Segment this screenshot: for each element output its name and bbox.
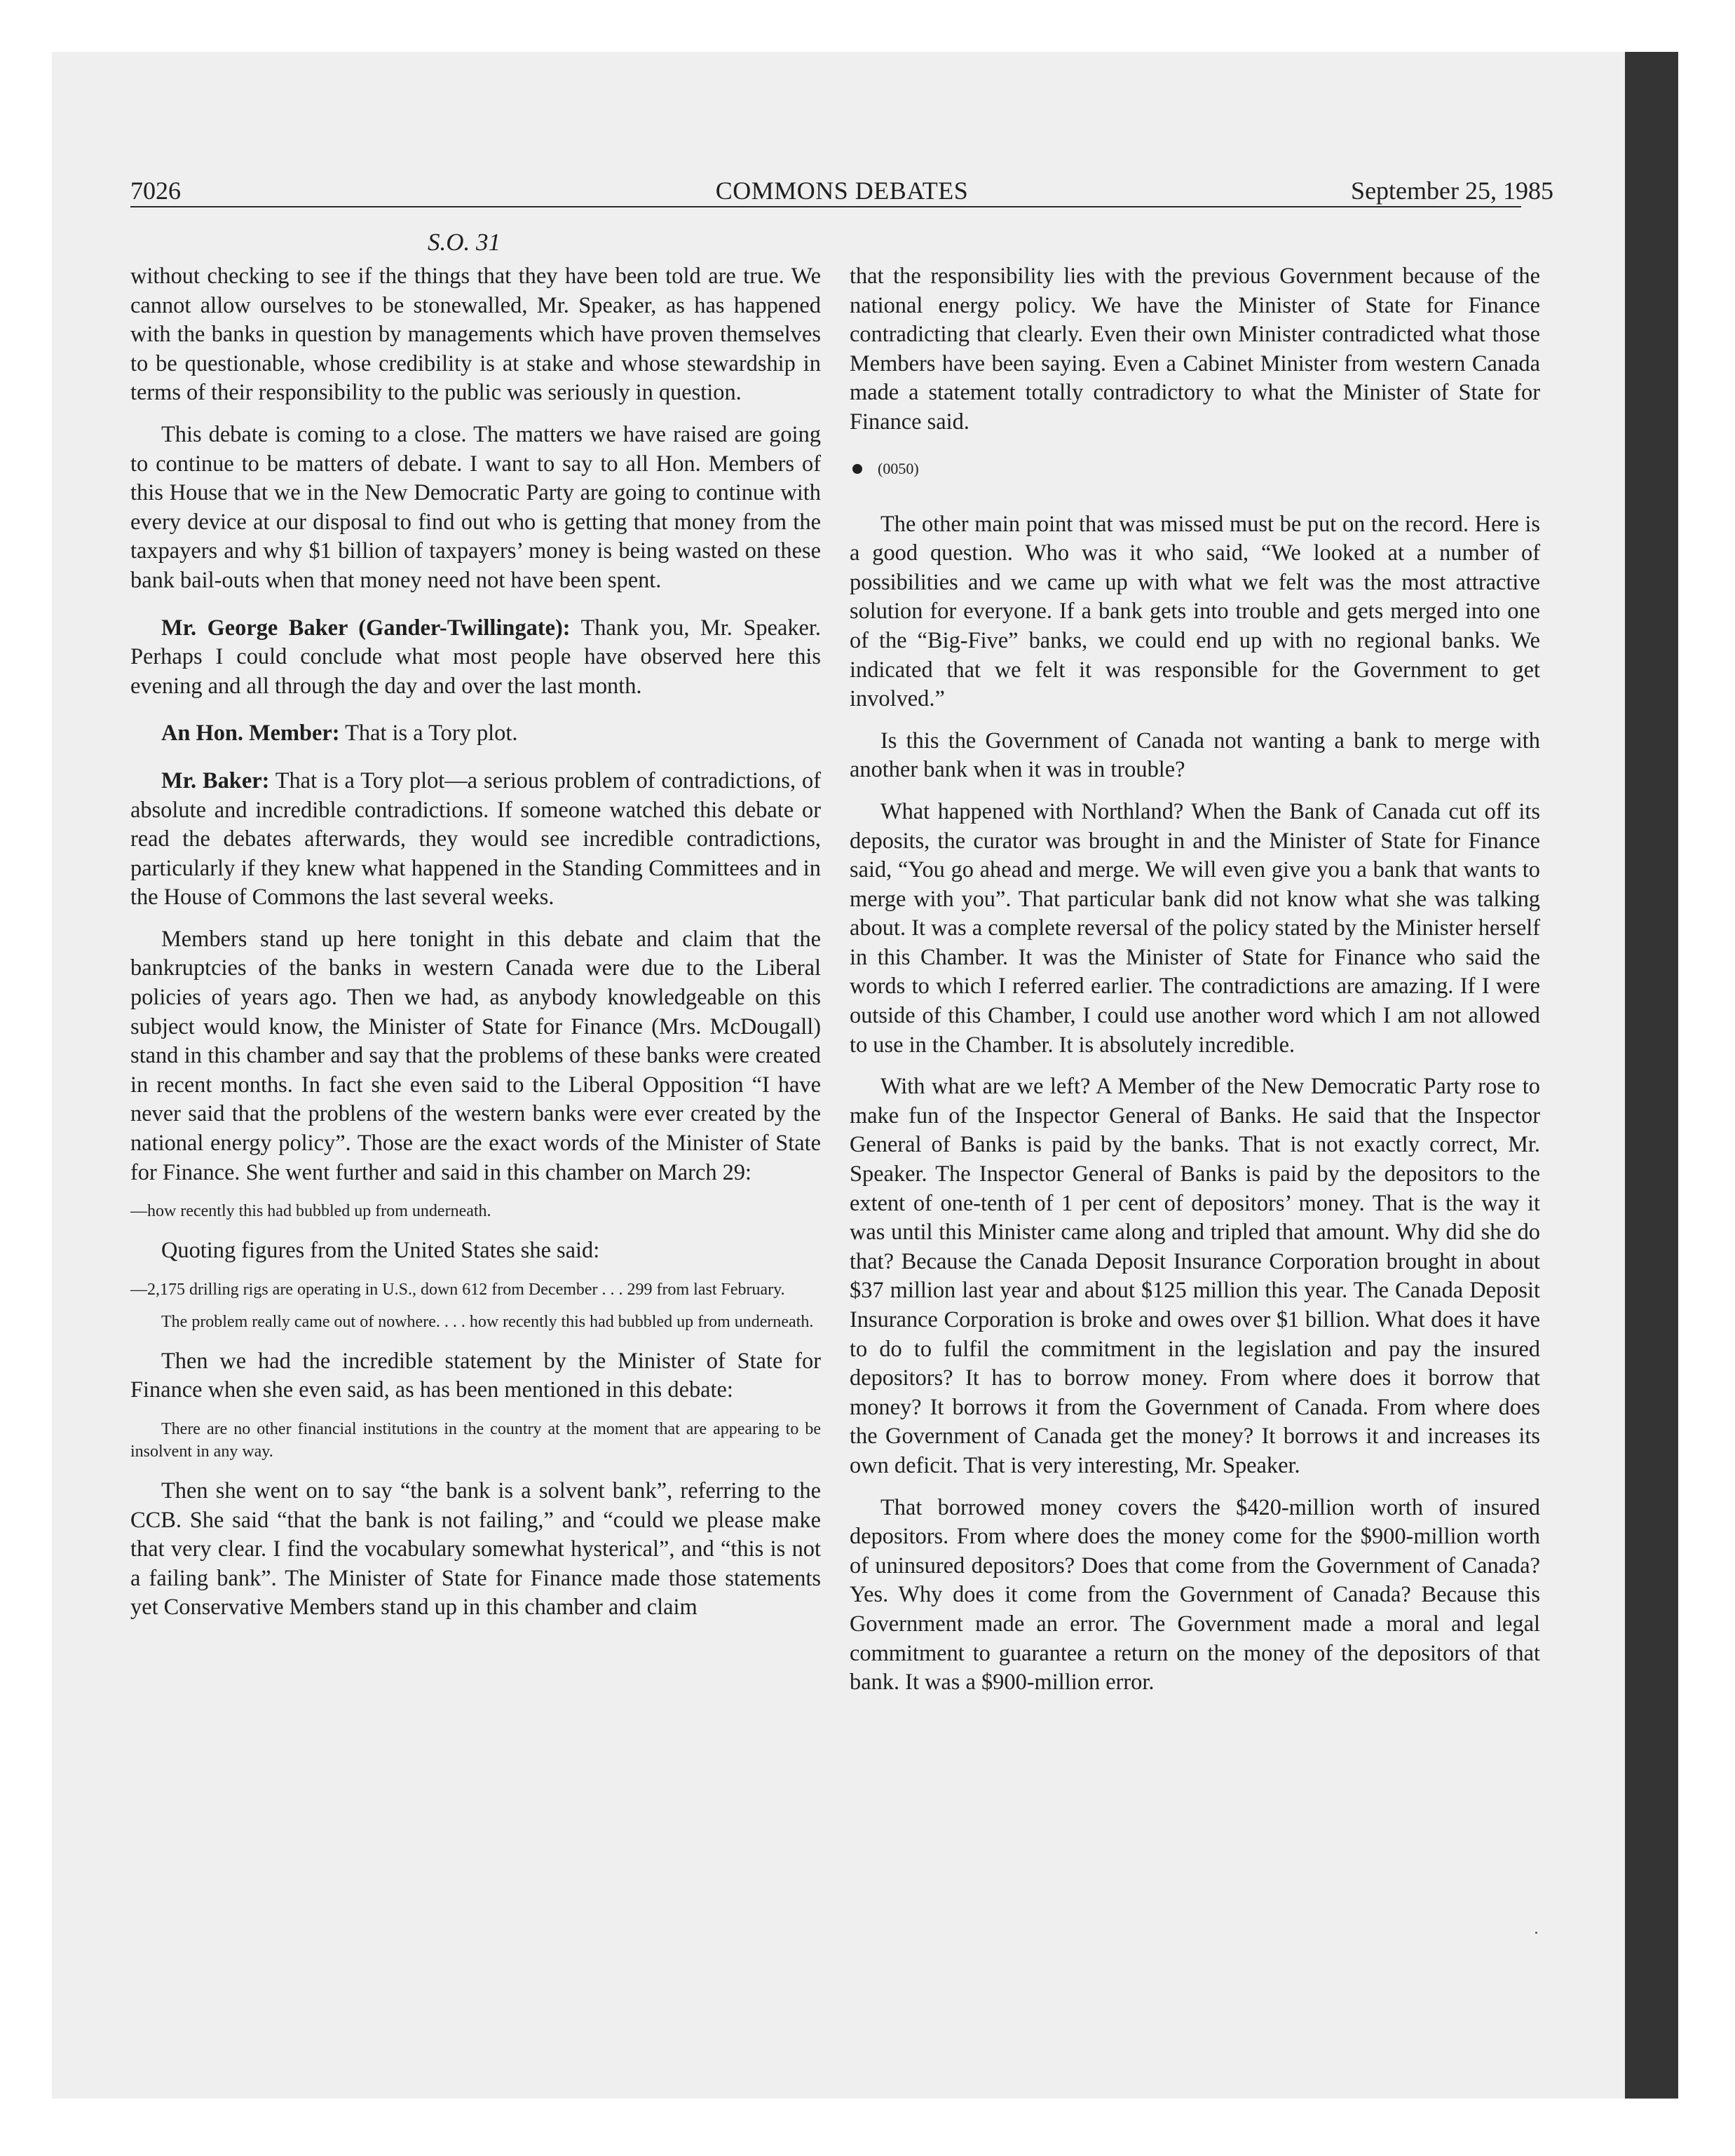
bullet-icon [852, 464, 862, 474]
time-marker [850, 458, 1540, 479]
speaker-name: An Hon. Member: [161, 721, 340, 746]
paragraph: What happened with Northland? When the Bank of Canada cut off its deposits, the curator was brought in and the Minister of State for Finance said, “You go ahead and merge. We will even give you a bank that wants to merge with you”. That particular bank did not know what she was talking about. It was a complete reversal of the policy stated by the Minister herself in this Chamber. It was the Minister of State for Finance who said the words to which I referred earlier. The contradictions are amazing. If I were outside of this Chamber, I could use another word which I am not allowed to use in the Chamber. It is absolutely incredible. [850, 798, 1540, 1058]
speaker-name: Mr. George Baker (Gander-Twillingate): [161, 615, 571, 641]
paragraph: With what are we left? A Member of the New Democratic Party rose to make fun of the Inspector General of Banks. He said that the Inspector General of Banks is paid by the banks. That is not exactly correct, Mr. Speaker. The Inspector General of Banks is paid by the depositors to the extent of one-tenth of 1 per cent of depositors’ money. That is the way it was until this Minister came along and tripled that amount. Why did she do that? Because the Canada Deposit Insurance Corporation brought in about $37 million last year and about $125 million this year. The Canada Deposit Insurance Corporation is broke and owes over $1 billion. What does it have to do to fulfil the commitment in the legislation and pay the insured depositors? It has to borrow money. From where does it borrow that money? It borrows it from the Government of Canada. From where does the Government of Canada get the money? It borrows it and increases its own deficit. That is very interesting, Mr. Speaker. [850, 1074, 1540, 1478]
header-date: September 25, 1985 [1351, 177, 1553, 205]
time-marker-label: (0050) [878, 459, 919, 477]
paragraph: Then she went on to say “the bank is a solvent bank”, referring to the CCB. She said “that the bank is not failing,” and “could we please make that very clear. I find the vocabulary somewhat hysterical”, and “this is not a failing bank”. The Minister of State for Finance made those statements yet Conservative Members stand up in this chamber and claim [130, 1478, 821, 1621]
paragraph: This debate is coming to a close. The matters we have raised are going to continue to be matters of debate. I want to say to all Hon. Members of this House that we in the New Democratic Party are going to continue with every device at our disposal to find out who is getting that money from the taxpayers and why $1 billion of taxpayers’ money is being wasted on these bank bail-outs when that money need not have been spent. [130, 421, 821, 593]
running-header [130, 174, 1553, 209]
paragraph: Is this the Government of Canada not wanting a bank to merge with another bank when it was in trouble? [850, 728, 1540, 783]
header-rule [130, 206, 1521, 207]
page-number: 7026 [130, 177, 181, 205]
paragraph: Then we had the incredible statement by the Minister of State for Finance when she even said, as has been mentioned in this debate: [130, 1348, 821, 1403]
speech [130, 719, 821, 749]
publication-title: COMMONS DEBATES [715, 177, 969, 205]
speech [130, 767, 821, 913]
paragraph: Members stand up here tonight in this debate and claim that the bankruptcies of the banks in western Canada were due to the Liberal policies of years ago. Then we had, as anybody knowledgeable on this subject would know, the Minister of State for Finance (Mrs. McDougall) stand in this chamber and say that the problems of these banks were created in recent months. In fact she even said to the Liberal Opposition “I have never said that the problens of the western banks were ever created by the national energy policy”. Those are the exact words of the Minister of State for Finance. She went further and said in this chamber on March 29: [130, 926, 821, 1185]
paragraph: That borrowed money covers the $420-million worth of insured depositors. From where does the money come for the $900-million worth of uninsured depositors? Does that come from the Government of Canada? Yes. Why does it come from the Government of Canada? Because this Government made an error. The Government made a moral and legal commitment to guarantee a return on the money of the depositors of that bank. It was a $900-million error. [850, 1494, 1540, 1696]
speaker-name: Mr. Baker: [161, 767, 270, 793]
scan-edge-shadow [1625, 52, 1678, 2099]
scan-speck [1535, 1932, 1537, 1934]
block-quote: The problem really came out of nowhere. . . . how recently this had bubbled up from underneath. [161, 1312, 814, 1331]
speech-text: That is a Tory plot. [339, 721, 518, 746]
block-quote: —how recently this had bubbled up from underneath. [130, 1202, 491, 1221]
block-quote: There are no other financial institutions in the country at the moment that are appearing to be insolvent in any way. [130, 1420, 821, 1461]
right-column [850, 262, 1540, 1710]
speech [130, 614, 821, 702]
paragraph: Quoting figures from the United States she said: [161, 1238, 600, 1264]
paragraph: The other main point that was missed must be put on the record. Here is a good question. Who was it who said, “We looked at a number of possibilities and we came up with what we felt was the most attractive solution for everyone. If a bank gets into trouble and gets merged into one of the “Big-Five” banks, we could end up with no regional banks. We indicated that we felt it was responsible for the Government to get involved.” [850, 511, 1540, 712]
paragraph: that the responsibility lies with the previous Government because of the national energy policy. We have the Minister of State for Finance contradicting that clearly. Even their own Minister contradicted what those Members have been saying. Even a Cabinet Minister from western Canada made a statement totally contradictory to what the Minister of State for Finance said. [850, 264, 1540, 435]
paragraph: without checking to see if the things that they have been told are true. We cannot allow ourselves to be stonewalled, Mr. Speaker, as has happened with the banks in question by managements which have proven themselves to be questionable, whose credibility is at stake and whose stewardship in terms of their responsibility to the public was seriously in question. [130, 264, 821, 406]
speech-text: That is a Tory plot—a serious problem of contradictions, of absolute and incredible contradictions. If someone watched this debate or read the debates afterwards, they would see incredible contradictions, particularly if they knew what happened in the Standing Committees and in the House of Commons the last several weeks. [130, 767, 821, 910]
left-column [130, 262, 821, 1635]
section-tag: S.O. 31 [428, 228, 501, 256]
block-quote: —2,175 drilling rigs are operating in U.S., down 612 from December . . . 299 from last February. [130, 1280, 785, 1299]
speech-text: Thank you, Mr. Speaker. Perhaps I could conclude what most people have observed here this evening and all through the day and over the last month. [130, 615, 821, 699]
